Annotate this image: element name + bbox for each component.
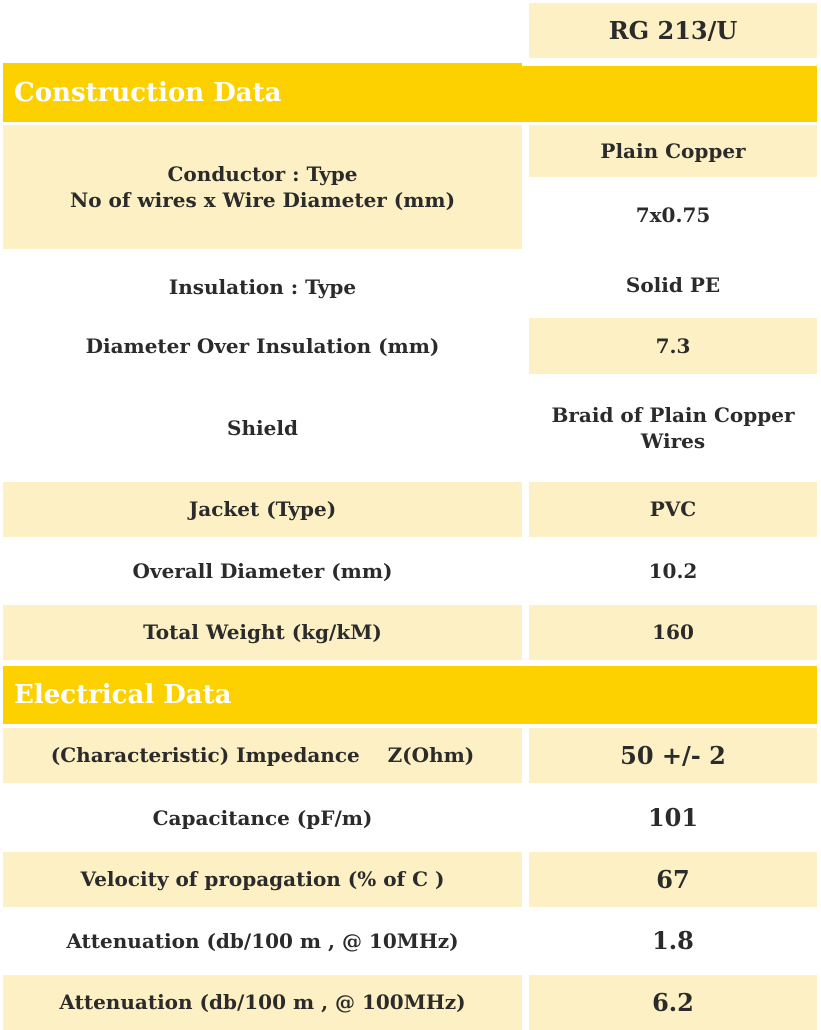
dia-insulation-label: Diameter Over Insulation (mm) (85, 333, 440, 358)
conductor-wires-label: No of wires x Wire Diameter (mm) (69, 188, 456, 212)
dia-insulation-value: 7.3 (529, 318, 817, 374)
product-header: RG 213/U (529, 3, 817, 58)
attenuation-10mhz-label: Attenuation (db/100 m , @ 10MHz) (66, 928, 459, 953)
jacket-label: Jacket (Type) (3, 482, 522, 537)
velocity-value: 67 (529, 852, 817, 907)
impedance-label: (Characteristic) Impedance Z(Ohm) (3, 728, 522, 783)
impedance-value: 50 +/- 2 (529, 728, 817, 783)
weight-label: Total Weight (kg/kM) (3, 605, 522, 660)
conductor-type-value: Plain Copper (529, 125, 817, 177)
jacket-value: PVC (529, 482, 817, 537)
attenuation-100mhz-label: Attenuation (db/100 m , @ 100MHz) (3, 975, 522, 1030)
construction-section-title: Construction Data (14, 77, 282, 108)
shield-value: Braid of Plain Copper Wires (551, 402, 795, 453)
conductor-type-label: Conductor : Type (167, 161, 358, 186)
insulation-label: Insulation : Type (168, 274, 357, 299)
capacitance-label: Capacitance (pF/m) (152, 805, 373, 830)
attenuation-100mhz-value: 6.2 (529, 975, 817, 1030)
electrical-section-title: Electrical Data (14, 680, 232, 710)
velocity-label: Velocity of propagation (% of C ) (3, 852, 522, 907)
conductor-wires-value: 7x0.75 (635, 202, 711, 227)
overall-dia-value: 10.2 (648, 558, 698, 583)
capacitance-value: 101 (647, 803, 699, 833)
conductor-label (3, 125, 522, 249)
insulation-value: Solid PE (625, 272, 721, 297)
weight-value: 160 (529, 605, 817, 660)
shield-label: Shield (227, 415, 298, 440)
overall-dia-label: Overall Diameter (mm) (132, 558, 393, 583)
attenuation-10mhz-value: 1.8 (652, 926, 694, 956)
